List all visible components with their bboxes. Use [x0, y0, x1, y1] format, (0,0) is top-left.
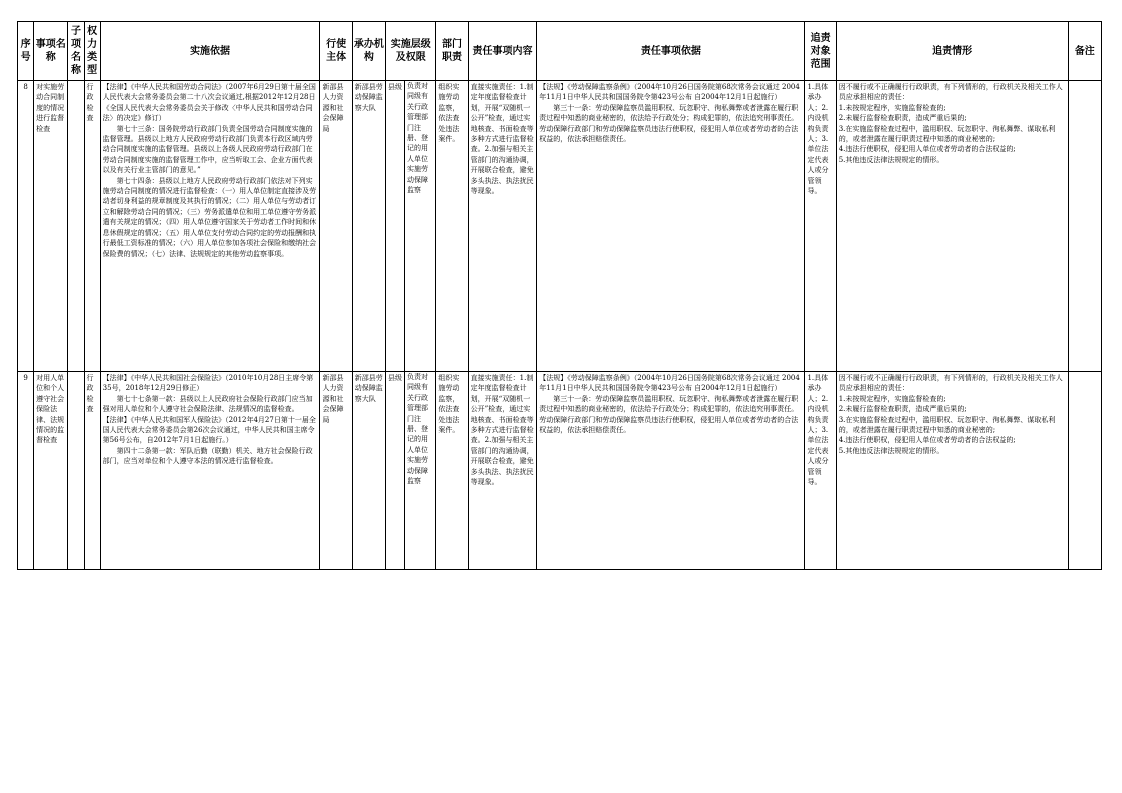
basis-paragraph: 第四十二条第一款：军队后勤（联勤）机关、地方社会保险行政部门，应当对单位和个人遵守本法的情况进行监督检查。	[102, 446, 313, 466]
header-item-name: 事项名称	[34, 22, 68, 81]
basis-paragraph: 【法律】《中华人民共和国军人保险法》（2012年4月27日第十一届全国人民代表大会常务委员会第26次会议通过，中华人民共和国主席令第56号公布，自2012年7月1日起施行。）	[102, 415, 316, 445]
cell-situation	[836, 81, 1068, 372]
header-resp-basis: 责任事项依据	[537, 22, 805, 81]
cell-dept-duty: 组织实施劳动监察，依法查处违法案件。	[436, 372, 468, 570]
level-duty: 负责对同级有关行政管理部门注册、登记的用人单位实施劳动保障监察	[404, 372, 433, 570]
header-subject: 行使主体	[320, 22, 352, 81]
situation-line: 4.违法行使职权，侵犯用人单位或者劳动者的合法权益的;	[838, 436, 1016, 445]
basis-paragraph: 【法律】《中华人民共和国社会保险法》（2010年10月28日主席令第35号，2018年12月29日修正）	[102, 374, 314, 393]
situation-line: 2.未履行监督检查职责，造成严重后果的;	[838, 114, 967, 123]
cell-seq: 9	[18, 372, 34, 570]
cell-subject: 新邵县人力资源和社会保障局	[320, 81, 352, 372]
cell-power-type: 行政检查	[84, 372, 100, 570]
header-sub-item: 子项名称	[68, 22, 84, 81]
situation-line: 3.在实施监督检查过程中，滥用职权、玩忽职守、徇私舞弊、谋取私利的，或者泄露在履行职责过程中知悉的商业秘密的;	[838, 124, 1056, 144]
header-agency: 承办机构	[352, 22, 385, 81]
resp-basis-paragraph: 【法规】《劳动保障监察条例》（2004年10月26日国务院第68次常务会议通过 2004年11月1日中华人民共和国国务院令第423号公布 自2004年12月1日起施行）	[539, 83, 800, 102]
cell-remark	[1068, 81, 1101, 372]
situation-line: 1.未按规定程序，实施监督检查的;	[838, 394, 946, 403]
resp-basis-paragraph: 第三十一条：劳动保障监察员滥用职权、玩忽职守、徇私舞弊或者泄露在履行职责过程中知悉的商业秘密的，依法给予行政处分；构成犯罪的，依法追究刑事责任。劳动保障行政部门和劳动保障监察员违法行使职权，侵犯用人单位或者劳动者的合法权益的，依法承担赔偿责任。	[539, 394, 799, 435]
cell-seq: 8	[18, 81, 34, 372]
situation-line: 3.在实施监督检查过程中，滥用职权、玩忽职守、徇私舞弊、谋取私利的，或者泄露在履行职责过程中知悉的商业秘密的;	[838, 415, 1056, 435]
resp-basis-paragraph: 【法规】《劳动保障监察条例》（2004年10月26日国务院第68次常务会议通过 2004年11月1日中华人民共和国国务院令第423号公布 自2004年12月1日起施行）	[539, 374, 800, 393]
cell-basis	[100, 81, 320, 372]
cell-agency: 新邵县劳动保障监察大队	[352, 81, 385, 372]
header-seq: 序号	[18, 22, 34, 81]
cell-target: 1.具体承办人；2.内设机构负责人；3.单位法定代表人或分管领导。	[805, 372, 836, 570]
basis-paragraph: 第七十三条：国务院劳动行政部门负责全国劳动合同制度实施的监督管理。县级以上地方人民政府劳动行政部门负责本行政区域内劳动合同制度实施的监督管理。县级以上各级人民政府劳动行政部门在劳动合同制度实施的监督管理工作中，应当听取工会、企业方面代表以及有关行业主管部门的意见。”	[102, 124, 313, 175]
cell-resp-content: 直接实施责任：1.制定年度监督检查计划，开展“双随机一公开”检查，通过实地核查、书面检查等多种方式进行监督检查。2.加强与相关主管部门的沟通协调，开展联合检查，避免多头执法、执法扰民等现象。	[468, 81, 537, 372]
situation-line: 因不履行或不正确履行行政职责，有下列情形的，行政机关及相关工作人员应承担相应的责任：	[838, 83, 1063, 102]
cell-dept-duty: 组织实施劳动监察，依法查处违法案件。	[436, 81, 468, 372]
situation-line: 2.未履行监督检查职责，造成严重后果的;	[838, 405, 967, 414]
header-level: 实施层级及权限	[386, 22, 436, 81]
header-basis: 实施依据	[100, 22, 320, 81]
cell-agency: 新邵县劳动保障监察大队	[352, 372, 385, 570]
basis-paragraph: 第七十七条第一款：县级以上人民政府社会保险行政部门应当加强对用人单位和个人遵守社会保险法律、法规情况的监督检查。	[102, 394, 313, 414]
header-situation: 追责情形	[836, 22, 1068, 81]
header-resp-content: 责任事项内容	[468, 22, 537, 81]
cell-power-type: 行政检查	[84, 81, 100, 372]
resp-basis-paragraph: 第三十一条：劳动保障监察员滥用职权、玩忽职守、徇私舞弊或者泄露在履行职责过程中知悉的商业秘密的，依法给予行政处分；构成犯罪的，依法追究刑事责任。劳动保障行政部门和劳动保障监察员违法行使职权，侵犯用人单位或者劳动者的合法权益的，依法承担赔偿责任。	[539, 103, 799, 144]
cell-resp-basis	[537, 81, 805, 372]
cell-basis	[100, 372, 320, 570]
cell-subject: 新邵县人力资源和社会保障局	[320, 372, 352, 570]
cell-item-name: 对用人单位和个人遵守社会保险法律、法规情况的监督检查	[34, 372, 68, 570]
cell-item-name: 对实施劳动合同制度的情况进行监督检查	[34, 81, 68, 372]
cell-remark	[1068, 372, 1101, 570]
basis-paragraph: 第七十四条：县级以上地方人民政府劳动行政部门依法对下列实施劳动合同制度的情况进行监督检查：（一）用人单位制定直接涉及劳动者切身利益的规章制度及其执行的情况；（二）用人单位与劳动者订立和解除劳动合同的情况；（三）劳务派遣单位和用工单位遵守劳务派遣有关规定的情况；（四）用人单位遵守国家关于劳动者工作时间和休息休假规定的情况；（五）用人单位支付劳动合同约定的劳动报酬和执行最低工资标准的情况；（六）用人单位参加各项社会保险和缴纳社会保险费的情况；（七）法律、法规规定的其他劳动监察事项。	[102, 176, 317, 258]
table-row	[18, 372, 1102, 570]
power-list-table	[17, 21, 1102, 570]
cell-target: 1.具体承办人；2.内设机构负责人；3.单位法定代表人或分管领导。	[805, 81, 836, 372]
situation-line: 5.其他违反法律法规规定的情形。	[838, 155, 944, 164]
basis-paragraph: 【法律】《中华人民共和国劳动合同法》（2007年6月29日第十届全国人民代表大会常务委员会第二十八次会议通过,根据2012年12月28日《全国人民代表大会常务委员会关于修改〈中华人民共和国劳动合同法〉的决定》修订）	[102, 83, 316, 123]
header-target: 追责对象范围	[805, 22, 836, 81]
situation-line: 因不履行或不正确履行行政职责，有下列情形的，行政机关及相关工作人员应承担相应的责任：	[838, 374, 1063, 393]
cell-resp-content: 直接实施责任：1.制定年度监督检查计划，开展“双随机一公开”检查，通过实地核查、书面检查等多种方式进行监督检查。2.加强与相关主管部门的沟通协调，开展联合检查，避免多头执法、执法扰民等现象。	[468, 372, 537, 570]
level-tier: 县级	[388, 83, 402, 91]
level-tier: 县级	[388, 374, 402, 382]
cell-sub-item	[68, 81, 84, 372]
header-power-type: 权力类型	[84, 22, 100, 81]
header-row	[18, 22, 1102, 81]
table-row	[18, 81, 1102, 372]
situation-line: 4.违法行使职权，侵犯用人单位或者劳动者的合法权益的;	[838, 145, 1016, 154]
cell-situation	[836, 372, 1068, 570]
header-remark: 备注	[1068, 22, 1101, 81]
situation-line: 5.其他违反法律法规规定的情形。	[838, 446, 944, 455]
header-dept-duty: 部门职责	[436, 22, 468, 81]
cell-sub-item	[68, 372, 84, 570]
cell-resp-basis	[537, 372, 805, 570]
situation-line: 1.未按规定程序，实施监督检查的;	[838, 103, 946, 112]
cell-level	[386, 372, 436, 570]
level-duty: 负责对同级有关行政管理部门注册、登记的用人单位实施劳动保障监察	[404, 81, 433, 372]
cell-level	[386, 81, 436, 372]
